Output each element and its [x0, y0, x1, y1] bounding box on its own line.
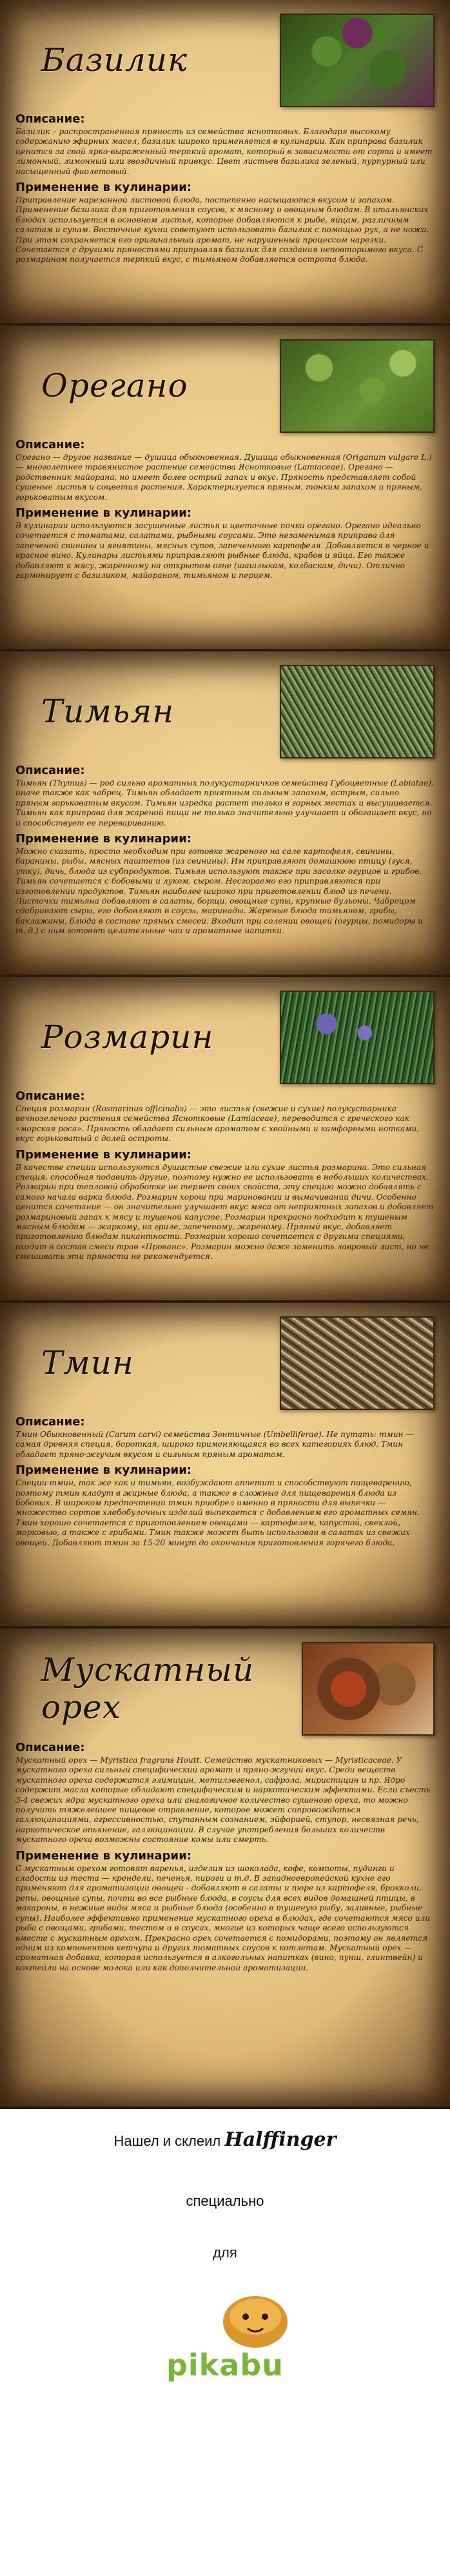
- culinary-heading: Применение в кулинарии:: [15, 832, 191, 846]
- description-heading: Описание:: [15, 112, 85, 126]
- card-title: Розмарин: [41, 1018, 214, 1056]
- culinary-heading: Применение в кулинарии:: [15, 506, 191, 520]
- culinary-text: С мускатным орехом готовят варенья, изделия из шоколада, кофе, компоты, пудинги и сладости из теста — крендели, печенья, пироги и т.д. В западноевропейской кухне его применяют для ароматизации овощей - добавляют в салаты и пюре из картофеля, брокколи, репы, овощные супы, почти во все рыбные блюда, в соусы для всех видов домашней птицы, в макароны, в нежные виды мяса и рыбные блюда (особенно в тушеную рыбу, заливные, рыбные супы). Наиболее эффективно применение мускатного ореха в блюдах, где сочетаются мясо или рыба с овощами, грибами, тестом и в соусах, многие из которых чаще всего используются вместе с мускатным орехом. Прекрасно орех сочетается с помидорами, поэтому он является одним из компонентов кетчупа и других томатных соусов к котлетам. Мускатный орех — ароматная добавка, которая используется в алкогольных напитках (вино, пунш, глинтвейн) и коктейли на основе молока или как дополнительной ароматизации.: [15, 1863, 431, 1972]
- description-text: Специя розмарин (Rosmarinus officinalis) — это листья (свежие и сухие) полукустарника вечнозеленого растения семейства Яснотковые (Lamiaceae), переводится с греческого как «морская роса». Пряность обладает сильным ароматом с хвойными и камфорными нотками, вкус горьковатый с долей остроты.: [15, 1104, 420, 1144]
- culinary-heading: Применение в кулинарии:: [15, 181, 191, 195]
- card-oregano: [0, 326, 450, 651]
- culinary-heading: Применение в кулинарии:: [15, 1463, 191, 1478]
- credits-footer: [0, 2109, 450, 2576]
- card-rosemary: [0, 977, 450, 1303]
- pikabu-logo-text[interactable]: pikabu: [166, 2348, 284, 2383]
- description-text: Орегано — другое название — душица обыкновенная. Душица обыкновенная (Origanum vulgare L.) — многолетнее травянистое растение семейства Яснотковые (Lamiaceae). Орегано — родственник майорана, но имеет более острый запах и вкус. Пряность представляет собой сушеные листья и соцветия растения. Характеризуется пряным, тонким запахом и пряным, горьковатым вкусом.: [15, 453, 432, 502]
- culinary-text: Можно сказать, просто необходим при готовке жареного на сале картофеля, свинины, баранины, рыбы, мясных паштетов (из свинины). Им приправляют домашнюю птицу (гуся, утку), дичь, блюда из субпродуктов. Тимьян используют также при засолке огурцов и грибов. Тимьян сочетается с бобовыми и луком, сыром. Несгораемо его приправляются при изготовлении продуктов. Тимьян наиболее широко при приготовлении блюд из печени. Листочки тимьяна добавляют в салаты, борщи, овощные супы, крупные бульоны. Чабрецом сдабривают сыры, его добавляют в соусы, маринады. Жареные блюда тимьяном, грибы, баклажаны, блюда в составе пряных смесей. Входит при солении овощей (огурцы, помидоры и т. д.) с ним готовят целительные чаи и ароматные напитки.: [15, 847, 423, 936]
- for-text: для: [213, 2244, 237, 2261]
- card-title: Тмин: [41, 1344, 134, 1382]
- thyme-photo: [280, 665, 435, 758]
- specially-text: специально: [186, 2193, 264, 2209]
- description-heading: Описание:: [15, 1741, 85, 1754]
- description-heading: Описание:: [15, 1089, 85, 1103]
- culinary-text: Специи тмин, так же как и тимьян, возбуждают аппетит и способствуют пищеварению, поэтому тмин кладут в жирные блюда, а также в сложные для пищеварения блюда из бобовых. В широком предпочтении тмин приобрел именно в пряности для выпечки — множество сортов хлебобулочных изделий выпекается с добавлением его ароматных семян. Тмин хорошо сочетается с приготовлением овощами — картофелем, капустой, свеклой, морковью, а также с грибами. Тмин также может быть использован в салатах из свежих овощей. Добавляют тмин за 15-20 минут до окончания приготовления горячего блюда.: [15, 1478, 420, 1547]
- description-text: Тмин Обыкновенный (Carum carvi) семейства Зонтичные (Umbelliferae). Не путать: тмин — самая древняя специя, бороткая, широко применяющаяся во всех категориях блюд. Тмин обладает пряно-жгучим вкусом и сильным пряным ароматом.: [15, 1430, 414, 1459]
- description-heading: Описание:: [15, 764, 85, 777]
- card-title: Мускатный орех: [41, 1651, 255, 1726]
- rosemary-photo: [280, 991, 435, 1084]
- culinary-text: В кулинарии используются засушенные листья и цветочные почки орегано. Орегано идеально сочетается с томатами, салатами, рыбными соусами. Это незаменимая приправа для запеченой свинины и ягнятины, мясных супов, запеченного картофеля. Добавляется в черное и красное вино. Кулинары листьями приправляют рыбные блюда, крабов и яйца. Его также добавляют к мясу, жаренному на открытом огне (шашлыкам, колбаскам, дичи). Отлично гармонирует с базиликом, майораном, тимьяном и перцем.: [15, 521, 429, 580]
- basil-photo: [280, 14, 435, 107]
- culinary-text: Приправление нарезанной листовой блюда, постепенно насыщаются вкусом и запахом. Применение базилика для приготовления соусов, к мясному и овощным блюдам. В итальянских блюдах используется в основном листья, которые добавляются к рыбе, яйцам, различным салатам и супам. Восточные кухни советуют использовать базилик с помощью рук, а не ножа. При этом сохраняется его оригинальный аромат, не нарушенный процессом нарезки. Сочетается с другими пряностями приправляя базилик для создания неповторимого вкуса. С розмарином получается терпкий вкус, с тимьяном добавляется острота блюда.: [15, 195, 429, 264]
- card-thyme: [0, 651, 450, 977]
- card-title: Базилик: [41, 41, 188, 79]
- author-signature: Halffinger: [224, 2128, 337, 2151]
- made-by-text: Нашел и склеил: [113, 2133, 221, 2149]
- card-title: Тимьян: [41, 693, 175, 730]
- cumin-photo: [280, 1316, 435, 1410]
- description-text: Тимьян (Thymus) — род сильно ароматных полукустарничков семейства Губоцветные (Labiatae), иначе также как чабрец. Тимьян обладает приятным сильным запахом, острым, сильно пряным горьковатым вкусом. Тимьян изредка растет только в горных местах и высушивается. Тимьян как приправа для жареной пищи не только значительно улучшает и обогащает вкус, но и способствует ее перевариванию.: [15, 778, 434, 827]
- credit-line: [0, 2128, 450, 2151]
- description-text: Базилик – распространенная пряность из семейства яснотковых. Благодаря высокому содержанию эфирных масел, базилик широко применяется в кулинарии. Как приправа базилик ценится за свой ярко-выраженный терпкий аромат, который в зависимости от сорта и имеет лимонный, лимонный или гвоздичный привкус. Цвет листьев базилика зеленый, пурпурный или насыщенный фиолетовый.: [15, 127, 433, 176]
- card-cumin: [0, 1303, 450, 1629]
- card-nutmeg: [0, 1629, 450, 2109]
- oregano-photo: [280, 339, 435, 433]
- card-title: Орегано: [41, 367, 188, 404]
- pikabu-bun-icon[interactable]: [210, 2277, 300, 2354]
- nutmeg-photo: [302, 1642, 435, 1736]
- culinary-heading: Применение в кулинарии:: [15, 1147, 191, 1162]
- description-heading: Описание:: [15, 438, 85, 451]
- description-text: Мускатный орех — Myristica fragrans Houtt. Семейство мускатниковых — Myristicaceae. У мускатного ореха сильный специфический аромат и пряно-жгучий вкус. Среди веществ мускатного ореха содержатся элимицин, метилэвгенол, сафрола, миристицин и пр. Ядро содержит масла которые обладают специфическим и наркотическим эффектами. Если съесть 3-4 свежих ядра мускатного ореха или аналогичное количество сушеного ореха, то можно получить тяжелейшее пищевое отравление, которое может сопровождаться галлюцинациями, агрессивностью, спутанным сознанием, эйфорией, ступор, несвязная речь, наркотическое опьянение, галлюцинации. В случае употребления больших количеств мускатного ореха возможны состояние комы или смерть.: [15, 1756, 431, 1845]
- culinary-text: В качестве специи используются душистые свежие или сухие листья розмарина. Это сильная специя, способная подавить другие, поэтому нужно ее использовать в небольших количествах. Розмарин при тепловой обработке не теряет своих свойств, эту специю можно добавлять с самого начала варки блюда. Розмарин хорош при мариновании и вымачивании дичи. Особенно ценится сочетание — он значительно улучшает вкус мяса от неприятных запахов и добавляет розмариновый запах к мясу и тушеной капусте. Розмарин прекрасно подходит к тушеным мясным блюдам — жаркому, на гриле, запеченому, жареному. Пряный вкус, добавляет приготовлению блюдам пикантности. Розмарин хорошо сочетается с другими специями, входит в состав смеси трав «Прованс». Розмарин можно даже заменить лавровый лист, но не смешивать эти пряности не рекомендуется.: [15, 1162, 434, 1262]
- description-heading: Описание:: [15, 1415, 85, 1429]
- card-basil: [0, 0, 450, 326]
- culinary-heading: Применение в кулинарии:: [15, 1848, 191, 1863]
